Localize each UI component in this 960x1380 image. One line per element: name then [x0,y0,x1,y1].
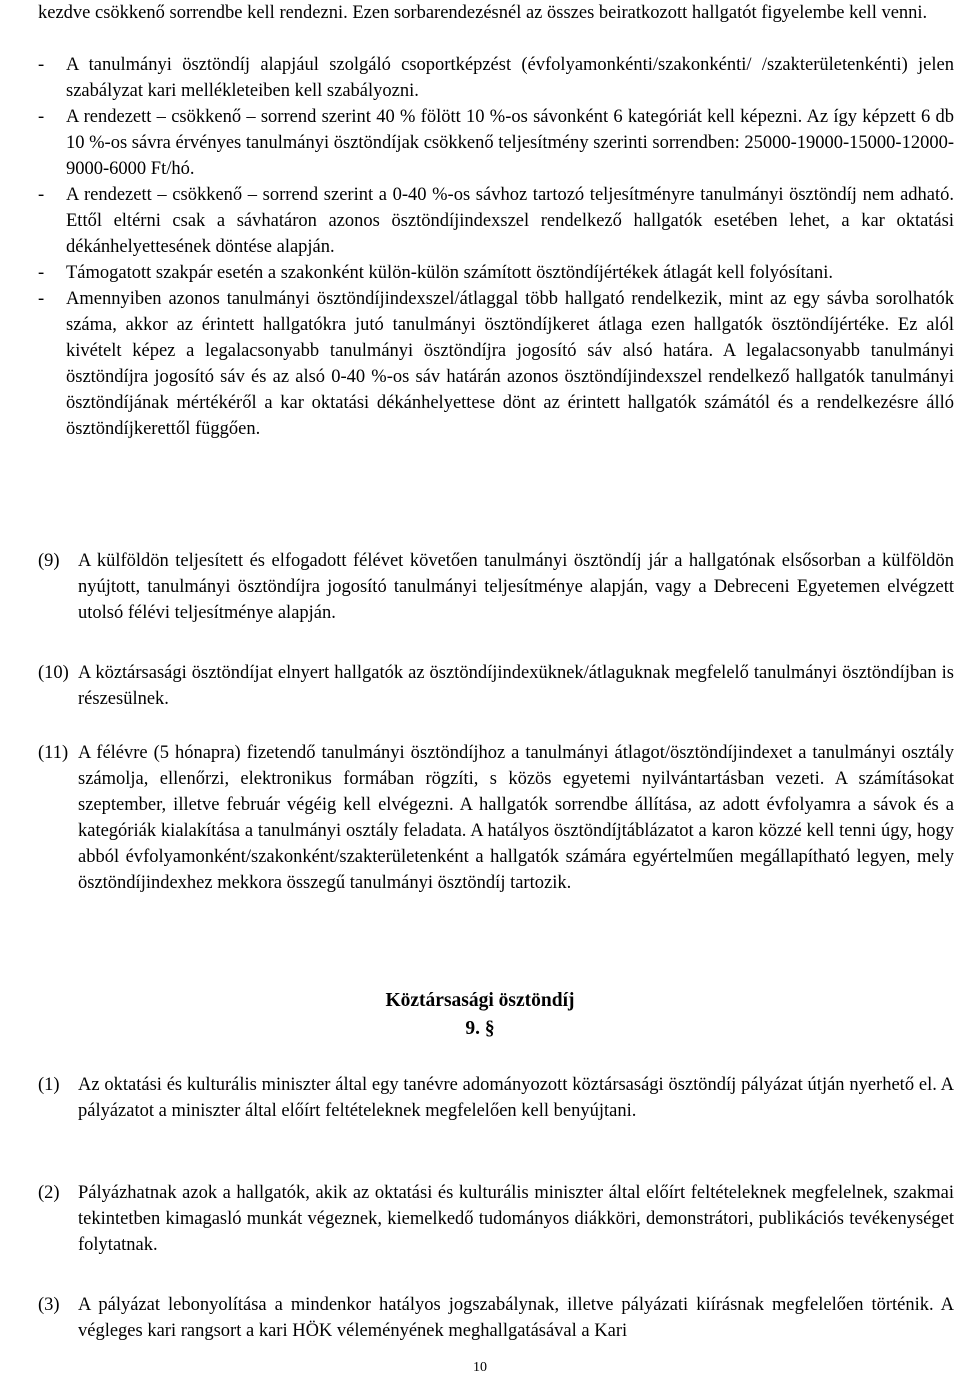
continuation-text [38,0,954,26]
paragraph-number: (9) [38,551,60,571]
paragraph-text: A köztársasági ösztöndíjat elnyert hallgatók az ösztöndíjindexüknek/átlaguknak megfelelő tanulmányi ösztöndíjban is részesülnek. [78,663,954,709]
list-dash: - [38,55,45,75]
list-item-text: A tanulmányi ösztöndíj alapjául szolgáló csoportképzést (évfolyamonkénti/szakonkénti/ /szakterületenkénti) jelen szabályzat kari mellékleteiben kell szabályozni. [66,55,954,101]
dash-list-item [38,104,954,182]
paragraph-number: (2) [38,1183,60,1203]
paragraph-text: A pályázat lebonyolítása a mindenkor hatályos jogszabálynak, illetve pályázati kiírásnak megfelelően történik. A végleges kari rangsort a kari HÖK véleményének meghallgatásával a Kari [78,1295,954,1341]
numbered-paragraph [38,1292,954,1344]
dash-list [38,52,954,442]
numbered-paragraph [38,660,954,712]
paragraph-number: (10) [38,663,69,683]
section-paragraph-2 [38,1180,954,1258]
page-number: 10 [473,1360,487,1375]
paragraph-text: A félévre (5 hónapra) fizetendő tanulmányi ösztöndíjhoz a tanulmányi átlagot/ösztöndíjindexet a tanulmányi osztály számolja, ellenőrzi, elektronikus formában rögzíti, s közös egyetemi nyilvántartásban vezeti. A számításokat szeptember, illetve február végéig kell elvégezni. A hallgatók sorrendbe állítása, az adott évfolyamra a sávok és a kategóriák kialakítása a tanulmányi osztály feladata. A hatályos ösztöndíjtáblázatot a karon közzé kell tenni úgy, hogy abból évfolyamonként/szakonként/szakterületenként a hallgatók számára egyértelműen megállapítható legyen, mely ösztöndíjindexhez mekkora összegű tanulmányi ösztöndíj tartozik. [78,743,954,893]
paragraph-9 [38,548,954,626]
list-item-text: Amennyiben azonos tanulmányi ösztöndíjindexszel/átlaggal több hallgató rendelkezik, mint az egy sávba sorolhatók száma, akkor az érintett hallgatókra jutó tanulmányi ösztöndíjkeret átlaga ezen hallgatók ösztöndíjértéke. Ez alól kivételt képez a legalacsonyabb tanulmányi ösztöndíjra jogosító sáv alsó határa. A legalacsonyabb tanulmányi ösztöndíjra jogosító sáv és az alsó 0-40 %-os sáv határán azonos ösztöndíjindexszel rendelkező hallgatók tanulmányi ösztöndíjának mértékéről a kar oktatási dékánhelyettese dönt az érintett hallgatók számától és a rendelkezésre álló ösztöndíjkerettől függően. [66,289,954,439]
section-title: Köztársasági ösztöndíj [385,990,575,1011]
paragraph-number: (3) [38,1295,60,1315]
paragraph-number: (11) [38,743,69,763]
paragraph-text: A külföldön teljesített és elfogadott félévet követően tanulmányi ösztöndíj jár a hallgatónak elsősorban a külföldön nyújtott, tanulmányi ösztöndíjra jogosító tanulmányi teljesítménye alapján, vagy a Debreceni Egyetemen elvégzett utolsó félévi teljesítménye alapján. [78,551,954,623]
list-dash: - [38,289,45,309]
continuation-paragraph: kezdve csökkenő sorrendbe kell rendezni. Ezen sorbarendezésnél az összes beiratkozott hallgatót figyelembe kell venni. [38,3,928,23]
list-item-text: A rendezett – csökkenő – sorrend szerint a 0-40 %-os sávhoz tartozó teljesítményre tanulmányi ösztöndíj nem adható. Ettől eltérni csak a sávhatáron azonos ösztöndíjindexszel rendelkező hallgatók esetében lehet, a kar oktatási dékánhelyettesének döntése alapján. [66,185,954,257]
paragraph-11 [38,740,954,896]
section-paragraph-3 [38,1292,954,1344]
dash-list-item [38,260,954,286]
list-dash: - [38,263,45,283]
section-number: 9. § [465,1018,495,1039]
list-item-text: A rendezett – csökkenő – sorrend szerint 40 % fölött 10 %-os sávonként 6 kategóriát kell képezni. Az így képzett 6 db 10 %-os sávra érvényes tanulmányi ösztöndíjak csökkenő teljesítmény szerinti sorrendben: 25000-19000-15000-12000-9000-6000 Ft/hó. [66,107,954,179]
list-item-text: Támogatott szakpár esetén a szakonként külön-külön számított ösztöndíjértékek átlagát kell folyósítani. [66,263,834,283]
numbered-paragraph [38,1180,954,1258]
list-dash: - [38,107,45,127]
list-dash: - [38,185,45,205]
numbered-paragraph [38,548,954,626]
paragraph-text: Az oktatási és kulturális miniszter által egy tanévre adományozott köztársasági ösztöndíj pályázat útján nyerhető el. A pályázatot a miniszter által előírt feltételeknek megfelelően kell benyújtani. [78,1075,954,1121]
paragraph-text: Pályázhatnak azok a hallgatók, akik az oktatási és kulturális miniszter által előírt feltételeknek megfelelnek, szakmai tekintetben kimagasló munkát végeznek, kiemelkedő tudományos diákköri, demonstrátori, publikációs tevékenységet folytatnak. [78,1183,954,1255]
paragraph-number: (1) [38,1075,60,1095]
dash-list-item [38,52,954,104]
dash-list-item [38,286,954,442]
section-paragraph-1 [38,1072,954,1124]
numbered-paragraph [38,1072,954,1124]
paragraph-10 [38,660,954,712]
numbered-paragraph [38,740,954,896]
dash-list-item [38,182,954,260]
